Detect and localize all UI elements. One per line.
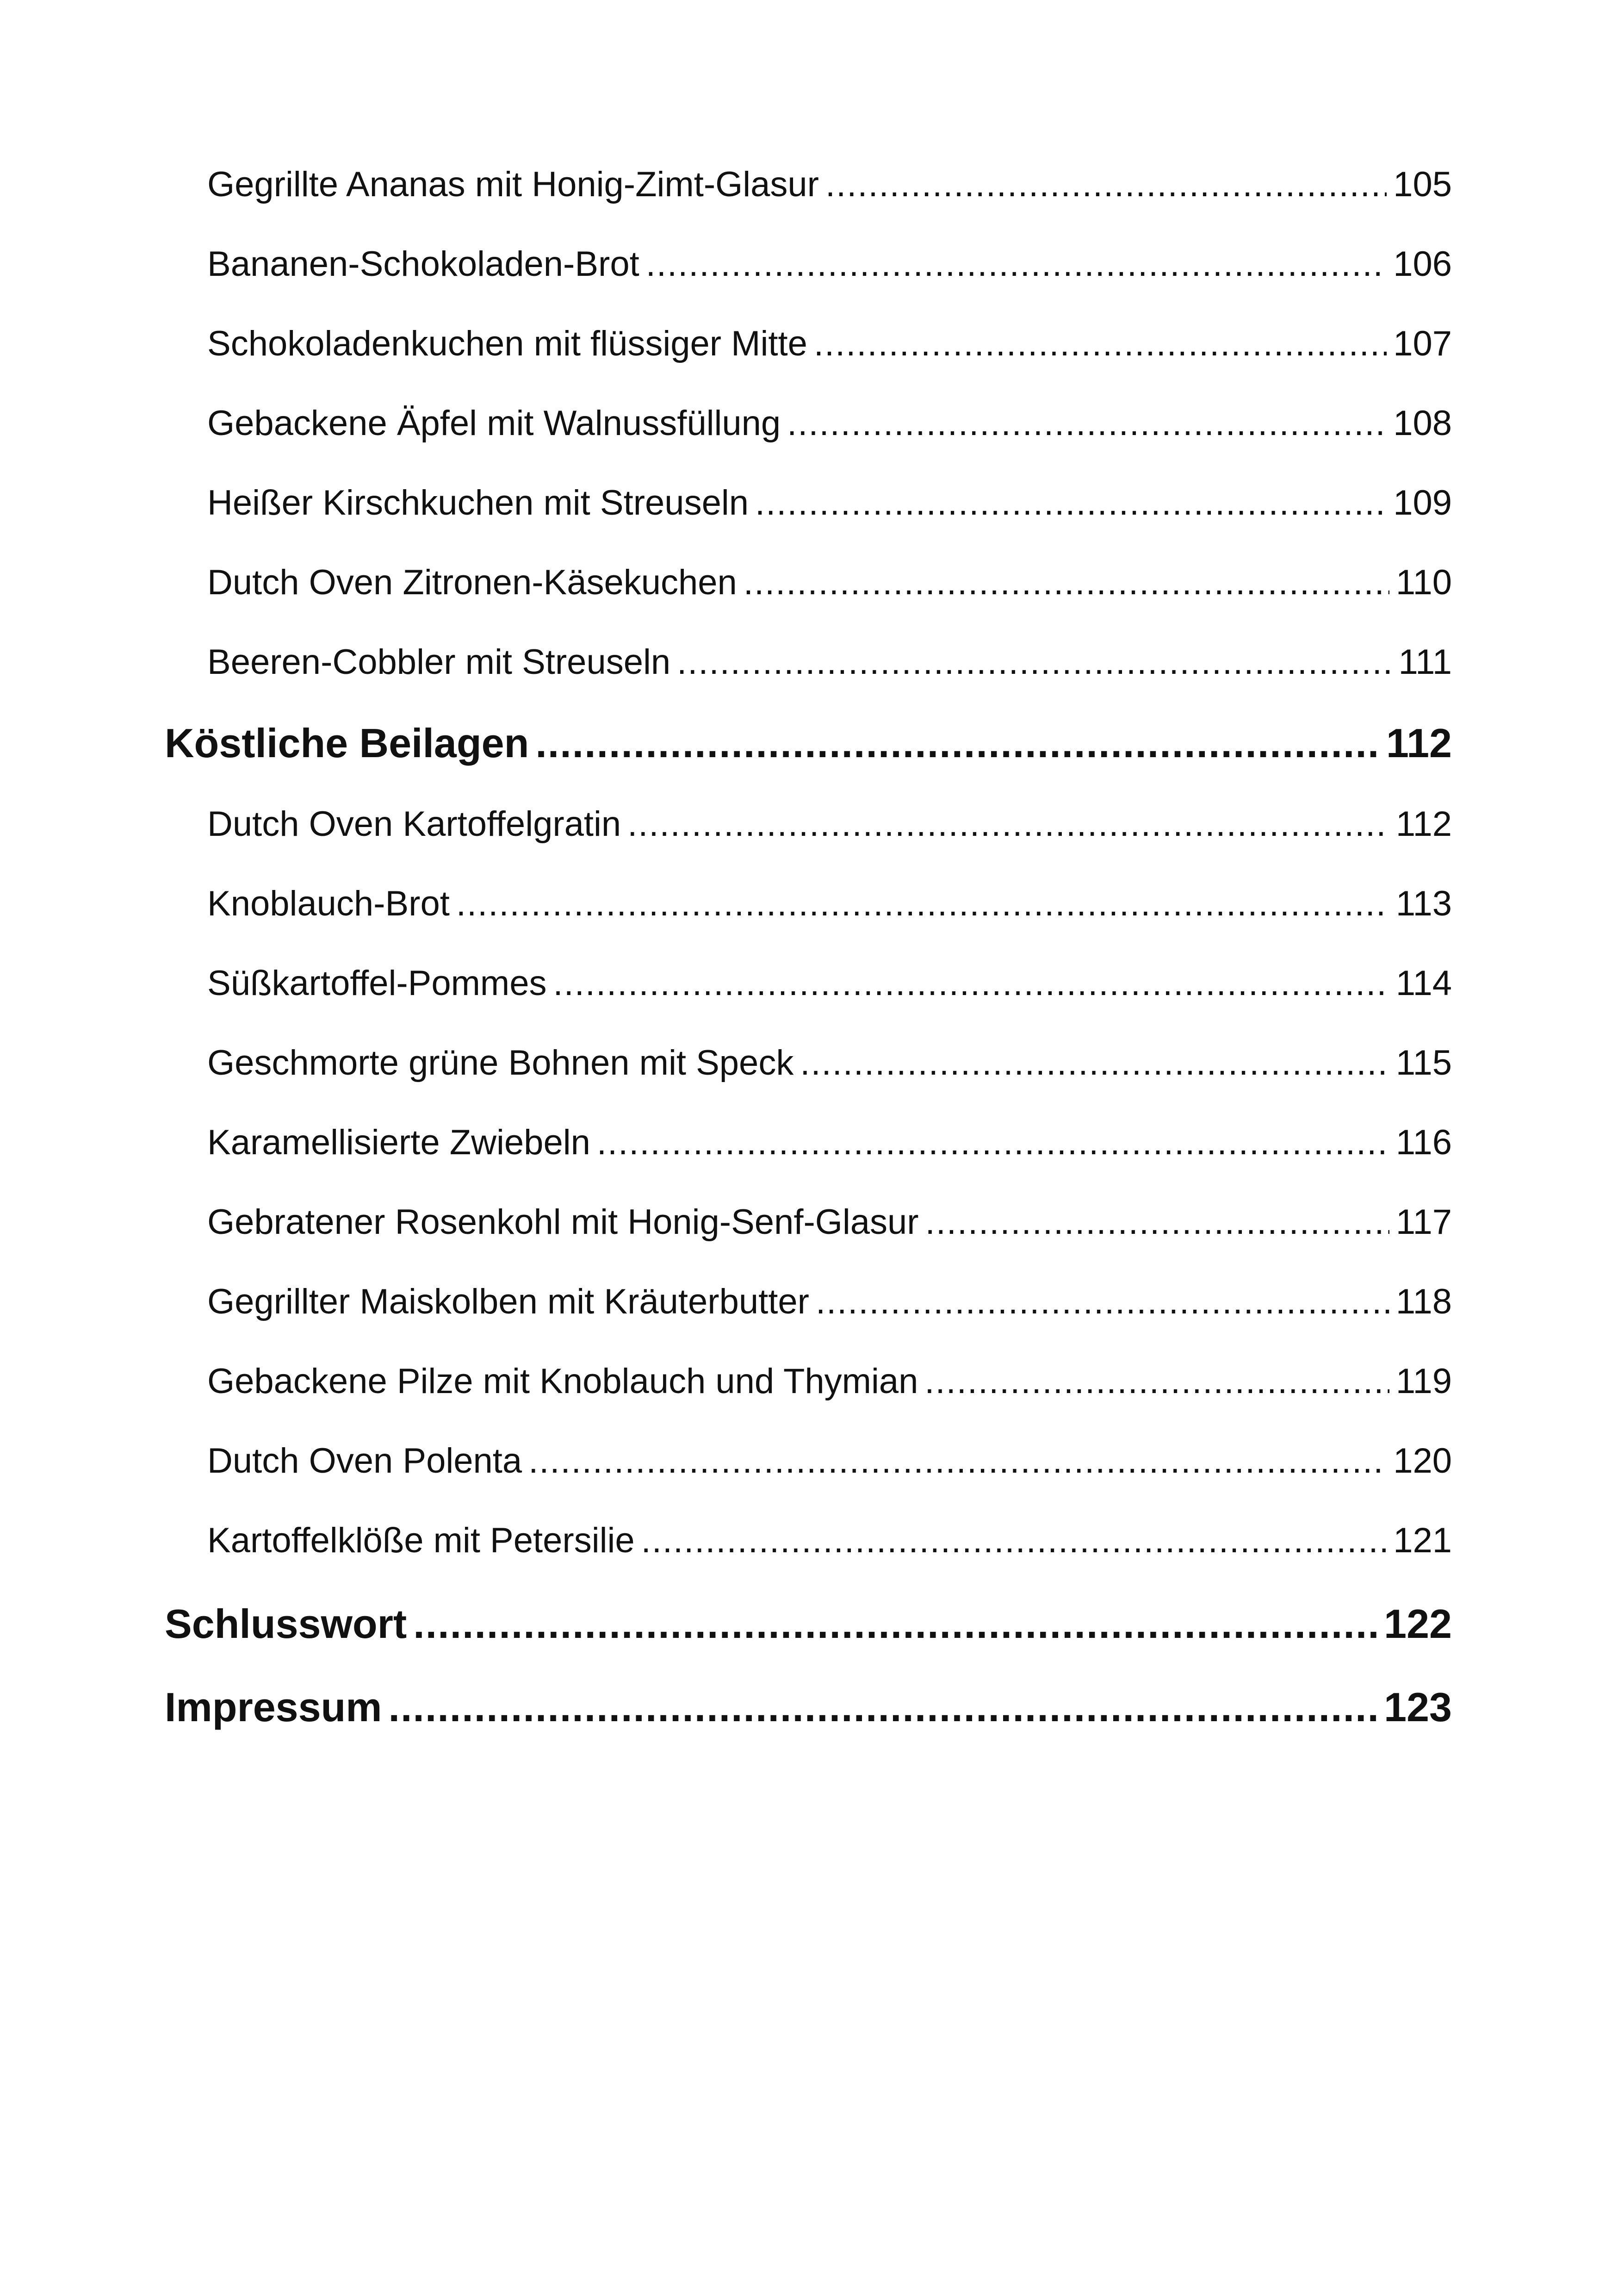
toc-entry-title: Gebackene Äpfel mit Walnussfüllung <box>207 404 781 443</box>
toc-entry <box>207 1520 1452 1561</box>
toc-dot-leader <box>755 483 1387 523</box>
toc-entry-page: 108 <box>1393 404 1452 443</box>
toc-chapter-page: 112 <box>1386 720 1452 766</box>
toc-entry-page: 118 <box>1395 1282 1452 1321</box>
toc-entry-page: 115 <box>1395 1043 1452 1083</box>
toc-entry <box>207 1122 1452 1163</box>
toc-entry-page: 105 <box>1393 165 1452 204</box>
toc-chapter-title: Köstliche Beilagen <box>165 720 529 766</box>
toc-entry-page: 113 <box>1395 884 1452 923</box>
toc-entry-title: Heißer Kirschkuchen mit Streuseln <box>207 483 749 523</box>
toc-entry-title: Dutch Oven Zitronen-Käsekuchen <box>207 563 737 602</box>
toc-dot-leader <box>553 963 1389 1003</box>
toc-chapter-entry <box>165 1600 1452 1648</box>
toc-dot-leader <box>825 164 1387 205</box>
toc-entry-page: 119 <box>1395 1362 1452 1401</box>
toc-entry <box>207 483 1452 523</box>
toc-entry <box>207 244 1452 284</box>
toc-dot-leader <box>597 1122 1389 1163</box>
toc-entry-title: Kartoffelklöße mit Petersilie <box>207 1521 635 1560</box>
toc-chapter-page: 122 <box>1384 1601 1452 1647</box>
toc-entry-page: 107 <box>1393 324 1452 363</box>
toc-entry <box>207 1202 1452 1242</box>
toc-dot-leader <box>535 720 1380 767</box>
toc-dot-leader <box>814 324 1387 364</box>
toc-entry-title: Gebackene Pilze mit Knoblauch und Thymian <box>207 1362 918 1401</box>
toc-dot-leader <box>787 403 1387 443</box>
toc-entry <box>207 164 1452 205</box>
toc-entry-page: 112 <box>1395 804 1452 844</box>
toc-entry-title: Beeren-Cobbler mit Streuseln <box>207 642 671 682</box>
toc-entry <box>207 1441 1452 1481</box>
toc-dot-leader <box>627 804 1389 844</box>
toc-entry-title: Knoblauch-Brot <box>207 884 450 923</box>
toc-entry-title: Schokoladenkuchen mit flüssiger Mitte <box>207 324 807 363</box>
toc-entry-page: 106 <box>1393 244 1452 284</box>
toc-entry <box>207 1282 1452 1322</box>
toc-entry <box>207 1043 1452 1083</box>
toc-dot-leader <box>646 244 1387 284</box>
toc-dot-leader <box>816 1282 1389 1322</box>
toc-dot-leader <box>528 1441 1387 1481</box>
toc-entry-page: 114 <box>1395 964 1452 1003</box>
toc-dot-leader <box>456 884 1389 924</box>
toc-chapter-entry <box>165 1684 1452 1731</box>
toc-entry-page: 120 <box>1393 1441 1452 1481</box>
toc-dot-leader <box>925 1202 1389 1242</box>
toc-chapter-title: Schlusswort <box>165 1601 407 1647</box>
toc-dot-leader <box>389 1684 1378 1731</box>
toc-dot-leader <box>924 1361 1389 1401</box>
toc-entry-title: Karamellisierte Zwiebeln <box>207 1123 590 1162</box>
toc-chapter-title: Impressum <box>165 1684 382 1730</box>
toc-entry-title: Dutch Oven Kartoffelgratin <box>207 804 621 844</box>
toc-entry-page: 121 <box>1393 1521 1452 1560</box>
toc-dot-leader <box>744 562 1389 603</box>
toc-entry <box>207 963 1452 1003</box>
toc-entry <box>207 324 1452 364</box>
toc-entry-title: Süßkartoffel-Pommes <box>207 964 547 1003</box>
toc-entry-title: Gebratener Rosenkohl mit Honig-Senf-Glasur <box>207 1202 919 1242</box>
toc-entry <box>207 403 1452 443</box>
toc-entry-title: Bananen-Schokoladen-Brot <box>207 244 639 284</box>
toc-entry-title: Gegrillter Maiskolben mit Kräuterbutter <box>207 1282 809 1321</box>
toc-dot-leader <box>677 642 1392 682</box>
toc-entry-page: 116 <box>1395 1123 1452 1162</box>
toc-entry <box>207 1361 1452 1401</box>
toc-entry <box>207 562 1452 603</box>
toc-dot-leader <box>800 1043 1389 1083</box>
toc-chapter-page: 123 <box>1384 1684 1452 1730</box>
toc-entry <box>207 884 1452 924</box>
toc-entry <box>207 642 1452 682</box>
toc-entry-page: 117 <box>1395 1202 1452 1242</box>
toc-entry-title: Dutch Oven Polenta <box>207 1441 522 1481</box>
toc-entry-title: Geschmorte grüne Bohnen mit Speck <box>207 1043 794 1083</box>
toc-entry-page: 110 <box>1395 563 1452 602</box>
toc-entry <box>207 804 1452 844</box>
toc-dot-leader <box>641 1520 1387 1561</box>
toc-dot-leader <box>413 1600 1377 1648</box>
toc-chapter-entry <box>165 720 1452 767</box>
toc-entry-title: Gegrillte Ananas mit Honig-Zimt-Glasur <box>207 165 819 204</box>
toc-entry-page: 109 <box>1393 483 1452 523</box>
toc-entry-page: 111 <box>1398 642 1452 682</box>
